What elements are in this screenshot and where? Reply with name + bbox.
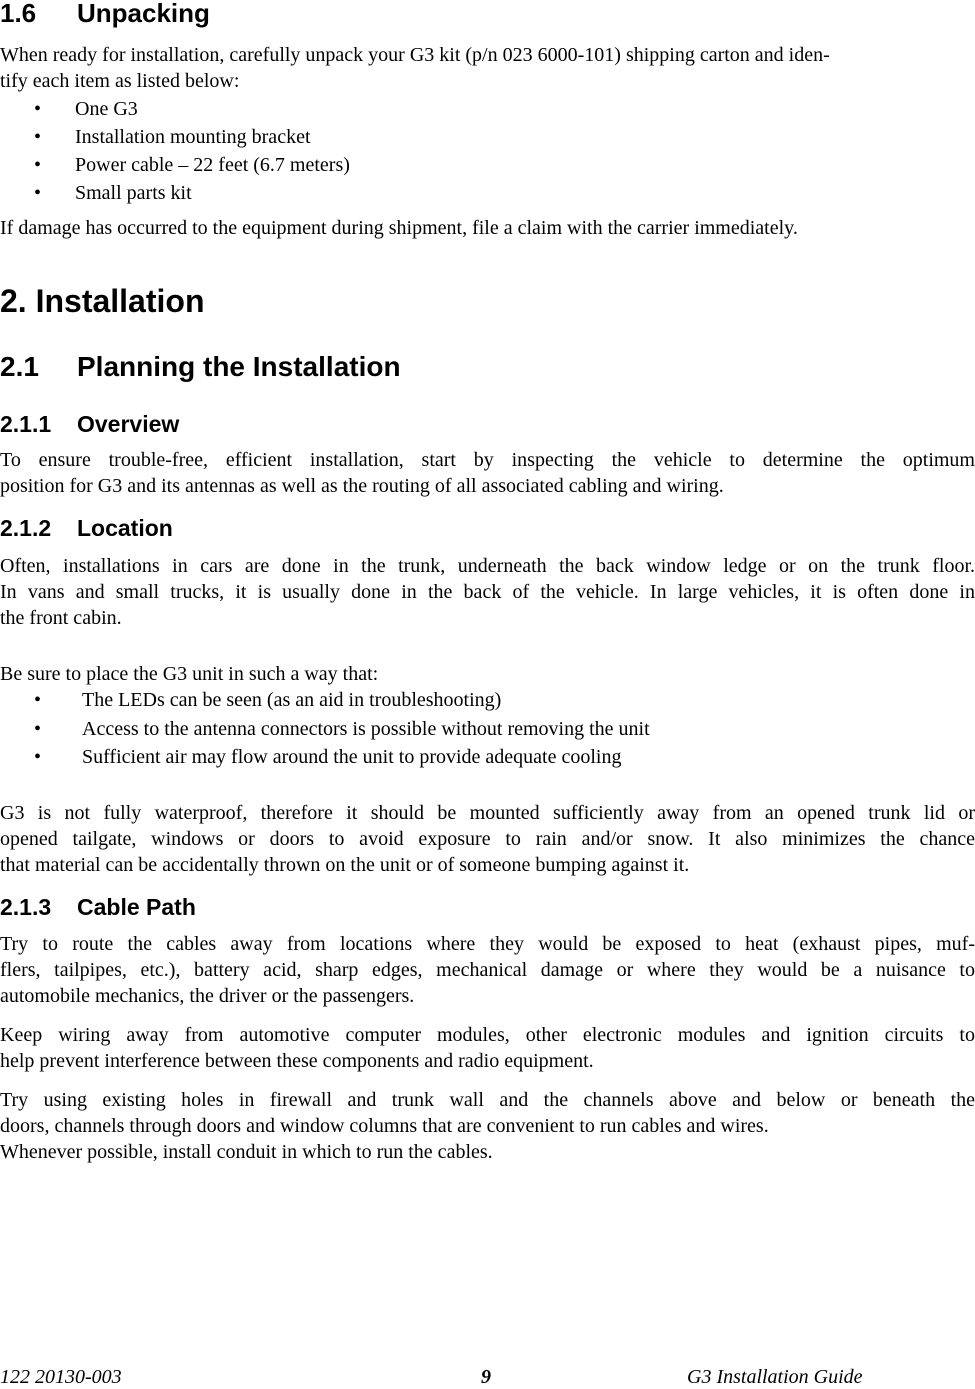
heading-title: Location	[77, 515, 173, 541]
text-line: doors, channels through doors and window columns that are convenient to run cables and wires.	[0, 1115, 769, 1137]
heading-number: 2.1.3	[0, 894, 52, 920]
heading-2-1-3	[0, 893, 196, 921]
heading-1-6	[0, 0, 210, 28]
overview-paragraph	[0, 447, 975, 499]
text-line: When ready for installation, carefully unpack your G3 kit (p/n 023 6000-101) shipping carton and iden-	[0, 44, 830, 66]
location-paragraph-2: Be sure to place the G3 unit in such a way that:	[0, 663, 379, 685]
heading-number: 2.1.2	[0, 515, 52, 541]
bullet-icon: •	[34, 154, 42, 176]
heading-title: Unpacking	[77, 0, 210, 28]
footer-doc-number: 122 20130-003	[0, 1366, 122, 1388]
bullet-icon: •	[34, 126, 42, 148]
bullet-icon: •	[34, 98, 42, 120]
text-line: G3 is not fully waterproof, therefore it should be mounted sufficiently away from an opened trunk lid or	[0, 802, 975, 824]
cable-paragraph-2	[0, 1022, 975, 1074]
heading-number: 2.1.1	[0, 411, 52, 437]
text-line: opened tailgate, windows or doors to avoid exposure to rain and/or snow. It also minimizes the chance	[0, 828, 975, 850]
text-line: Keep wiring away from automotive computer modules, other electronic modules and ignition circuits to	[0, 1024, 975, 1046]
footer-guide-title: G3 Installation Guide	[687, 1366, 863, 1388]
text-line: tify each item as listed below:	[0, 70, 240, 92]
location-paragraph-3	[0, 800, 975, 878]
heading-title: Cable Path	[77, 894, 196, 920]
text-line: help prevent interference between these components and radio equipment.	[0, 1050, 594, 1072]
cable-paragraph-3	[0, 1087, 975, 1165]
footer-page-number: 9	[481, 1366, 491, 1388]
unpacking-intro	[0, 42, 975, 94]
text-line: In vans and small trucks, it is usually done in the back of the vehicle. In large vehicles, it is often done in	[0, 581, 975, 603]
text-line: flers, tailpipes, etc.), battery acid, sharp edges, mechanical damage or where they would be a nuisance to	[0, 959, 975, 981]
location-paragraph-1	[0, 553, 975, 631]
bullet-icon: •	[34, 182, 42, 204]
text-line: automobile mechanics, the driver or the passengers.	[0, 985, 415, 1007]
heading-title: Planning the Installation	[77, 351, 401, 382]
heading-2-1-2	[0, 514, 173, 542]
text-line: the front cabin.	[0, 607, 122, 629]
text-line: Try using existing holes in firewall and trunk wall and the channels above and below or beneath the	[0, 1089, 975, 1111]
text-line: To ensure trouble-free, efficient installation, start by inspecting the vehicle to determine the optimum	[0, 449, 975, 471]
text-line: Try to route the cables away from locations where they would be exposed to heat (exhaust pipes, muf-	[0, 933, 975, 955]
heading-number: 2.1	[0, 351, 39, 382]
bullet-icon: •	[34, 689, 42, 711]
bullet-icon: •	[34, 718, 42, 740]
text-line: that material can be accidentally thrown on the unit or of someone bumping against it.	[0, 854, 690, 876]
heading-number: 1.6	[0, 0, 37, 28]
bullet-icon: •	[34, 746, 42, 768]
heading-2-1-1	[0, 410, 179, 438]
heading-title: Overview	[77, 411, 180, 437]
heading-2-1	[0, 351, 401, 383]
text-line: position for G3 and its antennas as well as the routing of all associated cabling and wiring.	[0, 475, 724, 497]
text-line: Often, installations in cars are done in the trunk, underneath the back window ledge or on the trunk floor.	[0, 555, 975, 577]
damage-paragraph: If damage has occurred to the equipment during shipment, file a claim with the carrier immediately.	[0, 217, 798, 239]
chapter-title: 2. Installation	[0, 283, 205, 319]
text-line: Whenever possible, install conduit in which to run the cables.	[0, 1141, 493, 1163]
cable-paragraph-1	[0, 931, 975, 1009]
